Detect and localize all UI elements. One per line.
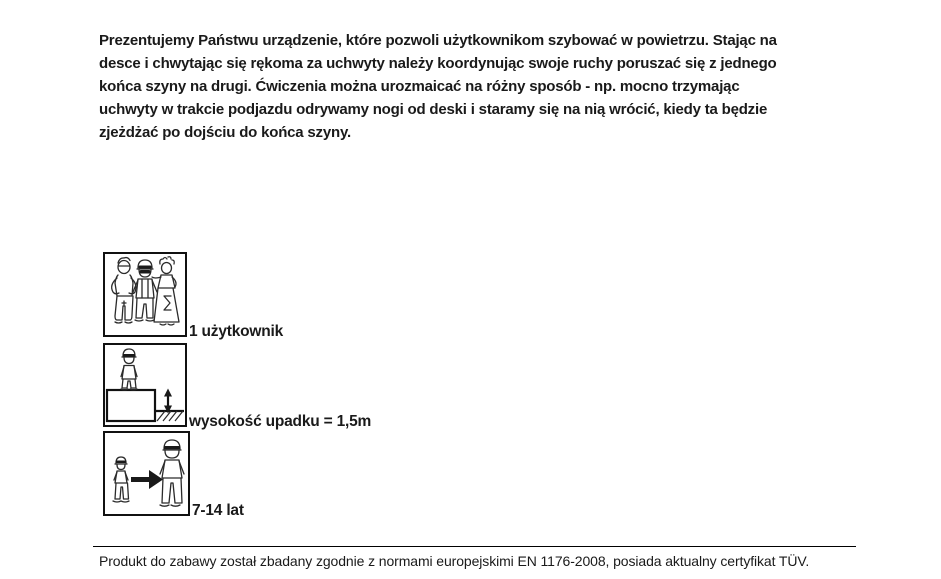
footer-divider [93, 546, 856, 547]
three-users-icon [103, 252, 187, 337]
intro-line: Prezentujemy Państwu urządzenie, które pozwoli użytkownikom szybować w powietrzu. Stając na [99, 32, 777, 49]
pictogram-row-users [103, 252, 284, 340]
intro-paragraph [99, 29, 889, 144]
pictogram-row-fall-height [103, 343, 372, 430]
pictogram-label-users: 1 użytkownik [189, 323, 284, 340]
intro-line: zjeżdżać po dojściu do końca szyny. [99, 124, 351, 141]
pictogram-label-fall-height: wysokość upadku = 1,5m [189, 413, 372, 430]
footer-certification-text: Produkt do zabawy został zbadany zgodnie z normami europejskimi EN 1176-2008, posiada aktualny certyfikat TÜV. [99, 553, 810, 569]
intro-line: uchwyty w trakcie podjazdu odrywamy nogi od deski i staramy się na nią wrócić, kiedy ta będzie [99, 101, 768, 118]
intro-line: desce i chwytając się rękoma za uchwyty należy koordynując swoje ruchy poruszać się z jednego [99, 55, 777, 72]
intro-line: końca szyny na drugi. Ćwiczenia można urozmaicać na różny sposób - np. mocno trzymając [99, 78, 740, 95]
age-range-icon [103, 431, 190, 516]
fall-height-icon [103, 343, 187, 427]
pictogram-label-age: 7-14 lat [192, 502, 244, 519]
pictogram-row-age [103, 431, 244, 519]
